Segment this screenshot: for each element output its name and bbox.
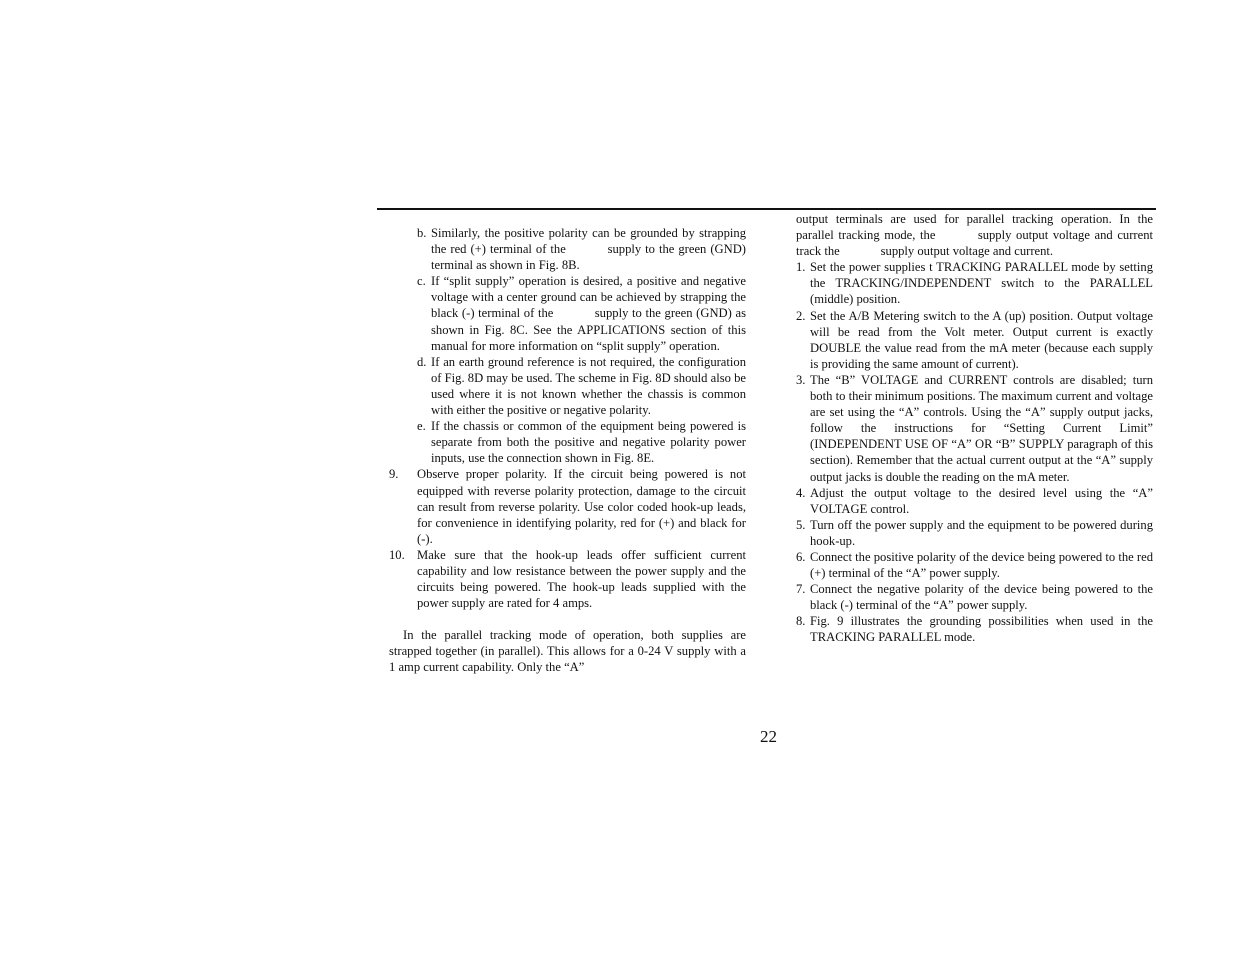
list-item-text: If “split supply” operation is desired, a positive and negative voltage with a center ground can be achieved by strapping the black (-) terminal of the supply to the green (GND) as shown in Fig. 8C. See the APPLICATIONS section of this manual for more information on “split supply” operation.	[431, 274, 746, 353]
step-6	[796, 549, 1153, 581]
step-marker: 7.	[796, 582, 806, 597]
right-column	[796, 211, 1153, 646]
list-marker: 9.	[389, 467, 399, 482]
list-item-c	[389, 273, 746, 353]
list-item-text: Similarly, the positive polarity can be grounded by strapping the red (+) terminal of the supply to the green (GND) terminal as shown in Fig. 8B.	[431, 226, 746, 273]
step-text: Connect the positive polarity of the device being powered to the red (+) terminal of the “A” power supply.	[810, 549, 1153, 581]
step-text: Set the A/B Metering switch to the A (up) position. Output voltage will be read from the Volt meter. Output current is exactly DOUBLE the value read from the mA meter (because each supply is providing the same amount of current).	[810, 308, 1153, 371]
step-marker: 8.	[796, 614, 806, 629]
list-item-9	[389, 466, 746, 546]
list-marker: c.	[417, 274, 426, 289]
list-item-10	[389, 547, 746, 611]
step-marker: 2.	[796, 308, 806, 323]
list-item-e	[389, 418, 746, 466]
step-marker: 1.	[796, 260, 806, 275]
step-marker: 4.	[796, 485, 806, 500]
step-marker: 5.	[796, 517, 806, 532]
parallel-mode-paragraph: In the parallel tracking mode of operation, both supplies are strapped together (in parallel). This allows for a 0-24 V supply with a 1 amp current capability. Only the “A”	[389, 628, 746, 675]
step-7	[796, 581, 1153, 613]
step-text: Turn off the power supply and the equipment to be powered during hook-up.	[810, 517, 1153, 548]
left-column	[389, 225, 746, 676]
list-item-text: If the chassis or common of the equipment being powered is separate from both the positive and negative polarity power inputs, use the connection shown in Fig. 8E.	[431, 419, 746, 466]
step-5	[796, 517, 1153, 549]
step-text: The “B” VOLTAGE and CURRENT controls are disabled; turn both to their minimum positions. The maximum current and voltage are set using the “A” controls. Using the “A” supply output jacks, follow the instructions for “Setting Current Limit” (INDEPENDENT USE OF “A” OR “B” SUPPLY paragraph of this section). Remember that the actual current output at the “A” supply output jacks is double the reading on the mA meter.	[810, 372, 1153, 484]
step-8	[796, 613, 1153, 645]
list-item-text: Observe proper polarity. If the circuit being powered is not equipped with reverse polarity protection, damage to the circuit can result from reverse polarity. Use color coded hook-up leads, for convenience in identifying polarity, red for (+) and black for (-).	[417, 467, 746, 546]
list-marker: b.	[417, 226, 427, 240]
header-rule	[377, 208, 1156, 210]
list-marker: 10.	[389, 547, 405, 562]
intro-paragraph: output terminals are used for parallel tracking operation. In the parallel tracking mode, the supply output voltage and current track the supply output voltage and current.	[796, 212, 1153, 259]
step-1	[796, 259, 1153, 307]
page-number: 22	[760, 727, 777, 746]
list-item-d	[389, 354, 746, 418]
list-marker: e.	[417, 419, 426, 434]
step-text: Adjust the output voltage to the desired level using the “A” VOLTAGE control.	[810, 485, 1153, 516]
paragraph-gap	[389, 611, 746, 627]
step-text: Set the power supplies t TRACKING PARALLEL mode by setting the TRACKING/INDEPENDENT switch to the PARALLEL (middle) position.	[810, 260, 1153, 307]
step-2	[796, 308, 1153, 372]
list-item-b	[389, 225, 746, 273]
step-4	[796, 485, 1153, 517]
list-item-text: Make sure that the hook-up leads offer sufficient current capability and low resistance between the power supply and the circuits being powered. The hook-up leads supplied with the power supply are rated for 4 amps.	[417, 547, 746, 611]
step-marker: 6.	[796, 549, 806, 564]
step-text: Connect the negative polarity of the device being powered to the black (-) terminal of the “A” power supply.	[810, 582, 1153, 613]
step-marker: 3.	[796, 372, 806, 387]
step-3	[796, 372, 1153, 485]
step-text: Fig. 9 illustrates the grounding possibilities when used in the TRACKING PARALLEL mode.	[810, 614, 1153, 645]
list-item-text: If an earth ground reference is not required, the configuration of Fig. 8D may be used. The scheme in Fig. 8D should also be used where it is not known whether the chassis is common with either the positive or negative polarity.	[431, 354, 746, 418]
list-marker: d.	[417, 354, 427, 369]
